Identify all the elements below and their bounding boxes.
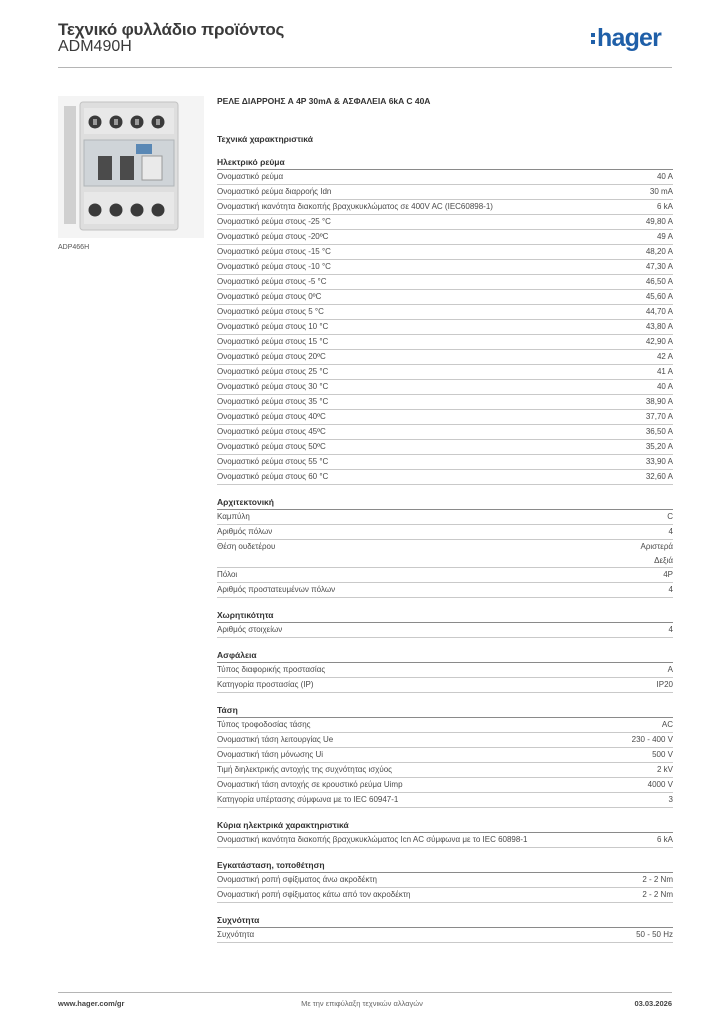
spec-label: Ονομαστική ικανότητα διακοπής βραχυκυκλώματος Icn AC σύμφωνα με το IEC 60898-1	[217, 835, 528, 844]
spec-row	[217, 365, 673, 380]
spec-row	[217, 260, 673, 275]
spec-label: Ονομαστικό ρεύμα στους -10 °C	[217, 262, 331, 271]
spec-value: 30 mA	[649, 187, 673, 196]
spec-sections	[217, 156, 673, 943]
spec-section	[217, 859, 673, 903]
spec-row	[217, 305, 673, 320]
spec-row	[217, 170, 673, 185]
section-title: Χωρητικότητα	[217, 609, 673, 623]
spec-section	[217, 609, 673, 638]
spec-section	[217, 649, 673, 693]
spec-label: Ονομαστικό ρεύμα στους 15 °C	[217, 337, 329, 346]
spec-row	[217, 320, 673, 335]
spec-value: 40 A	[656, 382, 673, 391]
spec-value: 42,90 A	[645, 337, 673, 346]
spec-value: 4	[668, 625, 673, 634]
spec-value: 2 - 2 Nm	[642, 890, 673, 899]
technical-characteristics-heading: Τεχνικά χαρακτηριστικά	[217, 134, 313, 144]
spec-section	[217, 704, 673, 808]
spec-row	[217, 525, 673, 540]
spec-row	[217, 410, 673, 425]
spec-row	[217, 200, 673, 215]
spec-label: Θέση ουδετέρου	[217, 542, 276, 551]
spec-row	[217, 275, 673, 290]
product-name: ΡΕΛΕ ΔΙΑΡΡΟΗΣ Α 4P 30mA & ΑΣΦΑΛΕΙΑ 6kA C 40A	[217, 96, 431, 106]
spec-row	[217, 245, 673, 260]
spec-value: 45,60 A	[645, 292, 673, 301]
spec-value: 38,90 A	[645, 397, 673, 406]
section-title: Ηλεκτρικό ρεύμα	[217, 156, 673, 170]
footer-notice: Με την επιφύλαξη τεχνικών αλλαγών	[301, 999, 423, 1008]
spec-section	[217, 496, 673, 598]
header-divider	[58, 67, 672, 68]
spec-value: 47,30 A	[645, 262, 673, 271]
spec-row	[217, 623, 673, 638]
section-title: Συχνότητα	[217, 914, 673, 928]
spec-row	[217, 793, 673, 808]
spec-label: Αριθμός προστατευμένων πόλων	[217, 585, 336, 594]
spec-row	[217, 290, 673, 305]
spec-label: Ονομαστικό ρεύμα στους 30 °C	[217, 382, 329, 391]
spec-row	[217, 335, 673, 350]
spec-label: Ονομαστική τάση μόνωσης Ui	[217, 750, 324, 759]
spec-value: 2 - 2 Nm	[642, 875, 673, 884]
footer-date: 03.03.2026	[634, 999, 672, 1008]
spec-label: Ονομαστικό ρεύμα στους 5 °C	[217, 307, 324, 316]
spec-value: 500 V	[652, 750, 673, 759]
spec-value: Αριστερά Δεξιά	[640, 542, 673, 565]
spec-value: 3	[668, 795, 673, 804]
spec-value: C	[667, 512, 673, 521]
spec-label: Πόλοι	[217, 570, 238, 579]
spec-value: 42 A	[656, 352, 673, 361]
spec-row	[217, 718, 673, 733]
spec-row	[217, 470, 673, 485]
spec-label: Ονομαστικό ρεύμα στους 0ºC	[217, 292, 322, 301]
section-title: Εγκατάσταση, τοποθέτηση	[217, 859, 673, 873]
spec-label: Κατηγορία υπέρτασης σύμφωνα με το IEC 60947-1	[217, 795, 399, 804]
spec-value: 33,90 A	[645, 457, 673, 466]
spec-label: Ονομαστικό ρεύμα στους 35 °C	[217, 397, 329, 406]
spec-row	[217, 663, 673, 678]
spec-label: Ονομαστικό ρεύμα στους -20ºC	[217, 232, 329, 241]
spec-row	[217, 568, 673, 583]
spec-value: 49 A	[656, 232, 673, 241]
spec-value: IP20	[656, 680, 673, 689]
section-title: Αρχιτεκτονική	[217, 496, 673, 510]
spec-label: Ονομαστικό ρεύμα στους 40ºC	[217, 412, 326, 421]
spec-value: 37,70 A	[645, 412, 673, 421]
spec-label: Αριθμός πόλων	[217, 527, 273, 536]
spec-value: 40 A	[656, 172, 673, 181]
spec-value: 48,20 A	[645, 247, 673, 256]
spec-row	[217, 510, 673, 525]
spec-row	[217, 395, 673, 410]
spec-label: Ονομαστικό ρεύμα διαρροής Idn	[217, 187, 332, 196]
spec-value: 36,50 A	[645, 427, 673, 436]
spec-label: Ονομαστική ροπή σφίξιματος άνω ακροδέκτη	[217, 875, 377, 884]
spec-value: 4	[668, 585, 673, 594]
spec-label: Καμπύλη	[217, 512, 250, 521]
spec-value: 32,60 A	[645, 472, 673, 481]
spec-label: Ονομαστικό ρεύμα στους 50ºC	[217, 442, 326, 451]
spec-value: 46,50 A	[645, 277, 673, 286]
spec-row	[217, 678, 673, 693]
spec-label: Τύπος τροφοδοσίας τάσης	[217, 720, 311, 729]
spec-row	[217, 540, 673, 568]
spec-value: 230 - 400 V	[631, 735, 673, 744]
spec-row	[217, 833, 673, 848]
spec-row	[217, 583, 673, 598]
spec-value: 4	[668, 527, 673, 536]
logo-dots-icon	[591, 33, 595, 44]
spec-row	[217, 230, 673, 245]
product-image	[58, 96, 204, 238]
spec-row	[217, 778, 673, 793]
page-title: Τεχνικό φυλλάδιο προϊόντος	[58, 20, 285, 39]
spec-label: Ονομαστικό ρεύμα στους 10 °C	[217, 322, 329, 331]
spec-label: Ονομαστικό ρεύμα στους 25 °C	[217, 367, 329, 376]
spec-value: 35,20 A	[645, 442, 673, 451]
spec-row	[217, 425, 673, 440]
spec-value: 6 kA	[656, 835, 673, 844]
spec-label: Ονομαστικό ρεύμα στους 60 °C	[217, 472, 329, 481]
spec-value: 2 kV	[656, 765, 673, 774]
spec-value: 43,80 A	[645, 322, 673, 331]
spec-row	[217, 350, 673, 365]
spec-section	[217, 819, 673, 848]
spec-row	[217, 455, 673, 470]
spec-label: Ονομαστική τάση αντοχής σε κρουστικό ρεύμα Uimp	[217, 780, 403, 789]
spec-value: 4P	[663, 570, 673, 579]
spec-row	[217, 380, 673, 395]
spec-label: Κατηγορία προστασίας (IP)	[217, 680, 314, 689]
spec-label: Αριθμός στοιχείων	[217, 625, 283, 634]
spec-row	[217, 888, 673, 903]
spec-row	[217, 440, 673, 455]
spec-value: 6 kA	[656, 202, 673, 211]
spec-value: AC	[661, 720, 673, 729]
section-title: Ασφάλεια	[217, 649, 673, 663]
spec-label: Ονομαστικό ρεύμα στους 55 °C	[217, 457, 329, 466]
spec-label: Συχνότητα	[217, 930, 255, 939]
circuit-breaker-image	[58, 96, 204, 238]
spec-value: 44,70 A	[645, 307, 673, 316]
spec-value: 50 - 50 Hz	[636, 930, 673, 939]
product-code: ADM490H	[58, 38, 132, 55]
spec-row	[217, 748, 673, 763]
section-title: Τάση	[217, 704, 673, 718]
photo-caption: ADP466H	[58, 244, 90, 251]
spec-section	[217, 156, 673, 485]
spec-value: 49,80 A	[645, 217, 673, 226]
spec-row	[217, 215, 673, 230]
spec-value: A	[667, 665, 673, 674]
logo-text: hager	[597, 24, 662, 52]
spec-label: Τιμή διηλεκτρικής αντοχής της συχνότητας ισχύος	[217, 765, 393, 774]
spec-row	[217, 733, 673, 748]
spec-row	[217, 928, 673, 943]
spec-label: Ονομαστική ροπή σφίξιματος κάτω από τον ακροδέκτη	[217, 890, 411, 899]
spec-label: Ονομαστική τάση λειτουργίας Ue	[217, 735, 334, 744]
spec-row	[217, 185, 673, 200]
spec-label: Ονομαστικό ρεύμα στους -25 °C	[217, 217, 331, 226]
footer-website[interactable]: www.hager.com/gr	[58, 999, 125, 1008]
spec-value: 41 A	[656, 367, 673, 376]
spec-label: Ονομαστικό ρεύμα στους 45ºC	[217, 427, 326, 436]
spec-label: Ονομαστικό ρεύμα	[217, 172, 284, 181]
spec-label: Ονομαστικό ρεύμα στους 20ºC	[217, 352, 326, 361]
hager-logo	[591, 24, 661, 56]
spec-row	[217, 873, 673, 888]
spec-label: Ονομαστικό ρεύμα στους -15 °C	[217, 247, 331, 256]
spec-label: Ονομαστικό ρεύμα στους -5 °C	[217, 277, 327, 286]
spec-value: 4000 V	[647, 780, 673, 789]
spec-label: Τύπος διαφορικής προστασίας	[217, 665, 326, 674]
footer-divider	[58, 992, 672, 993]
spec-row	[217, 763, 673, 778]
spec-label: Ονομαστική ικανότητα διακοπής βραχυκυκλώματος σε 400V AC (IEC60898-1)	[217, 202, 493, 211]
section-title: Κύρια ηλεκτρικά χαρακτηριστικά	[217, 819, 673, 833]
spec-content	[217, 96, 673, 954]
spec-section	[217, 914, 673, 943]
